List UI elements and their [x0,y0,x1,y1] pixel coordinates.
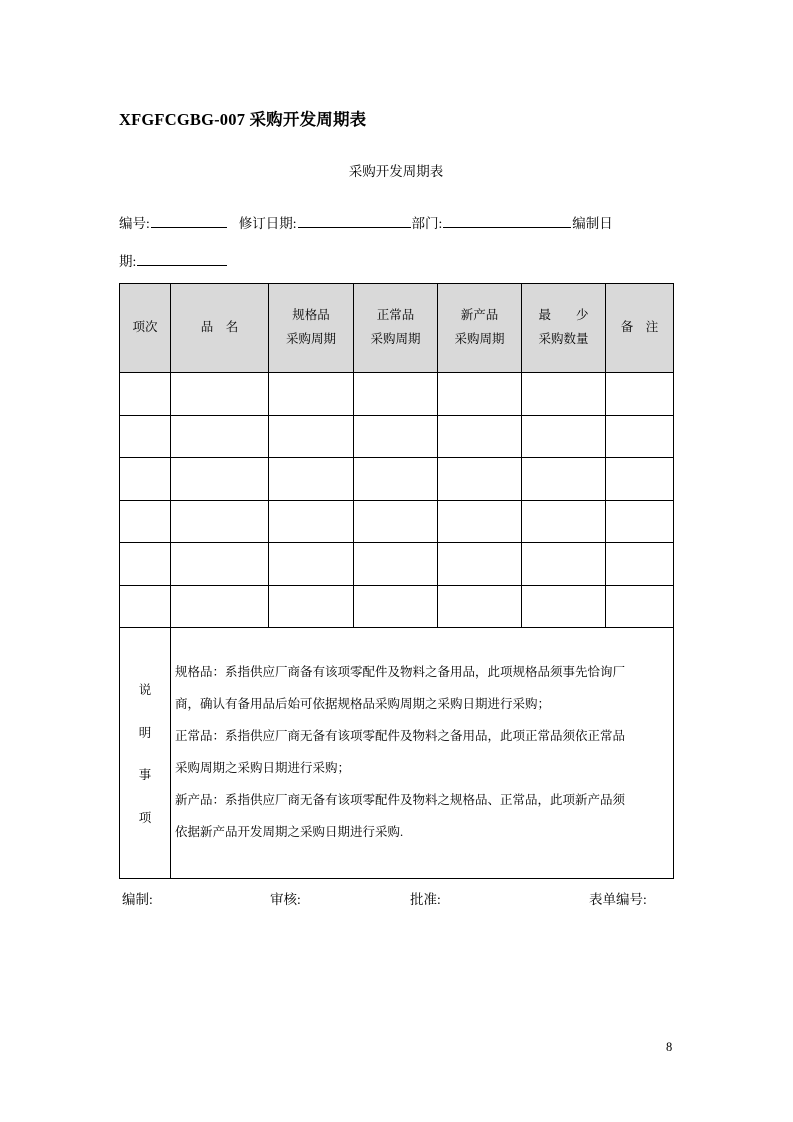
cell-new-product[interactable] [438,458,522,501]
reviewed-by-label: 审核: [270,892,301,907]
col-header-spec-item-line1: 规格品 [292,308,330,323]
cell-spec-item[interactable] [269,543,354,586]
cell-remarks[interactable] [606,458,674,501]
col-header-item-no [120,284,171,373]
cell-spec-item[interactable] [269,585,354,628]
col-header-spec-item [269,284,354,373]
cell-remarks[interactable] [606,585,674,628]
table-header-row [120,284,674,373]
code-label: 编号: [119,216,150,231]
cell-product-name[interactable] [171,458,269,501]
cell-normal-item[interactable] [354,373,438,416]
table-row[interactable] [120,585,674,628]
notes-label-char-2: 明 [138,725,152,740]
note-line: 规格品：系指供应厂商备有该项零配件及物料之备用品，此项规格品须事先恰询厂 [175,665,626,680]
cell-new-product[interactable] [438,585,522,628]
note-line: 新产品：系指供应厂商无备有该项零配件及物料之规格品、正常品，此项新产品须 [175,792,626,807]
cell-min-qty[interactable] [522,585,606,628]
cell-remarks[interactable] [606,415,674,458]
notes-row [120,628,674,879]
cell-item-no[interactable] [120,543,171,586]
note-line: 商，确认有备用品后始可依据规格品采购周期之采购日期进行采购； [175,697,551,712]
cell-item-no[interactable] [120,585,171,628]
cell-product-name[interactable] [171,415,269,458]
col-header-min-qty [522,284,606,373]
notes-label-char-1: 说 [138,683,152,698]
cell-item-no[interactable] [120,500,171,543]
cell-new-product[interactable] [438,543,522,586]
cell-spec-item[interactable] [269,373,354,416]
cell-normal-item[interactable] [354,543,438,586]
note-line: 采购周期之采购日期进行采购； [175,761,351,775]
cell-normal-item[interactable] [354,458,438,501]
code-input-blank[interactable] [151,213,227,228]
col-header-remarks-line1: 备 注 [620,320,659,335]
col-header-product-name [171,284,269,373]
col-header-item-no-line1: 项次 [132,320,158,335]
cell-item-no[interactable] [120,415,171,458]
notes-body [171,628,674,879]
table-row[interactable] [120,373,674,416]
cell-new-product[interactable] [438,373,522,416]
approved-by-label: 批准: [410,892,441,907]
revision-date-input-blank[interactable] [298,213,411,228]
col-header-remarks [606,284,674,373]
cell-remarks[interactable] [606,500,674,543]
department-input-blank[interactable] [443,213,571,228]
cell-normal-item[interactable] [354,585,438,628]
cell-spec-item[interactable] [269,458,354,501]
revision-date-label: 修订日期: [238,216,297,231]
cell-new-product[interactable] [438,500,522,543]
table-row[interactable] [120,500,674,543]
cell-min-qty[interactable] [522,543,606,586]
page-number: 8 [666,1040,673,1054]
cell-product-name[interactable] [171,543,269,586]
col-header-new-product-line1: 新产品 [460,308,499,323]
meta-fields-row-2 [119,250,228,270]
col-header-normal-item [354,284,438,373]
cell-min-qty[interactable] [522,373,606,416]
page-title: XFGFCGBG-007 采购开发周期表 [119,110,367,129]
table-row[interactable] [120,415,674,458]
department-label: 部门: [411,216,443,231]
meta-fields-row-1 [119,212,613,232]
cell-product-name[interactable] [171,500,269,543]
table-row[interactable] [120,543,674,586]
col-header-product-name-line1: 品 名 [200,320,239,335]
cell-min-qty[interactable] [522,458,606,501]
notes-label-char-3: 事 [138,768,152,783]
cell-min-qty[interactable] [522,500,606,543]
cell-new-product[interactable] [438,415,522,458]
col-header-spec-item-line2: 采购周期 [285,332,336,346]
cell-normal-item[interactable] [354,500,438,543]
purchase-cycle-table [119,283,674,879]
prepared-date-input-blank[interactable] [137,251,227,266]
cell-item-no[interactable] [120,373,171,416]
cell-product-name[interactable] [171,585,269,628]
prepared-date-label-part1: 编制日 [572,216,613,231]
col-header-normal-item-line1: 正常品 [376,308,415,323]
cell-normal-item[interactable] [354,415,438,458]
note-line: 正常品：系指供应厂商无备有该项零配件及物料之备用品，此项正常品须依正常品 [175,729,626,744]
cell-min-qty[interactable] [522,415,606,458]
col-header-min-qty-line1: 最 少 [538,308,589,323]
cell-spec-item[interactable] [269,500,354,543]
col-header-new-product-line2: 采购周期 [454,332,505,346]
col-header-new-product [438,284,522,373]
cell-product-name[interactable] [171,373,269,416]
cell-spec-item[interactable] [269,415,354,458]
table-row[interactable] [120,458,674,501]
cell-remarks[interactable] [606,543,674,586]
cell-item-no[interactable] [120,458,171,501]
prepared-date-label-part2: 期: [119,254,137,269]
notes-label [120,628,171,879]
form-subtitle: 采购开发周期表 [348,164,444,179]
table-body [120,373,674,879]
prepared-by-label: 编制: [122,892,153,907]
form-number-label: 表单编号: [589,892,647,907]
note-line: 依据新产品开发周期之采购日期进行采购. [175,824,404,839]
cell-remarks[interactable] [606,373,674,416]
col-header-min-qty-line2: 采购数量 [538,332,589,346]
notes-label-char-4: 项 [138,810,152,825]
col-header-normal-item-line2: 采购周期 [370,332,421,346]
